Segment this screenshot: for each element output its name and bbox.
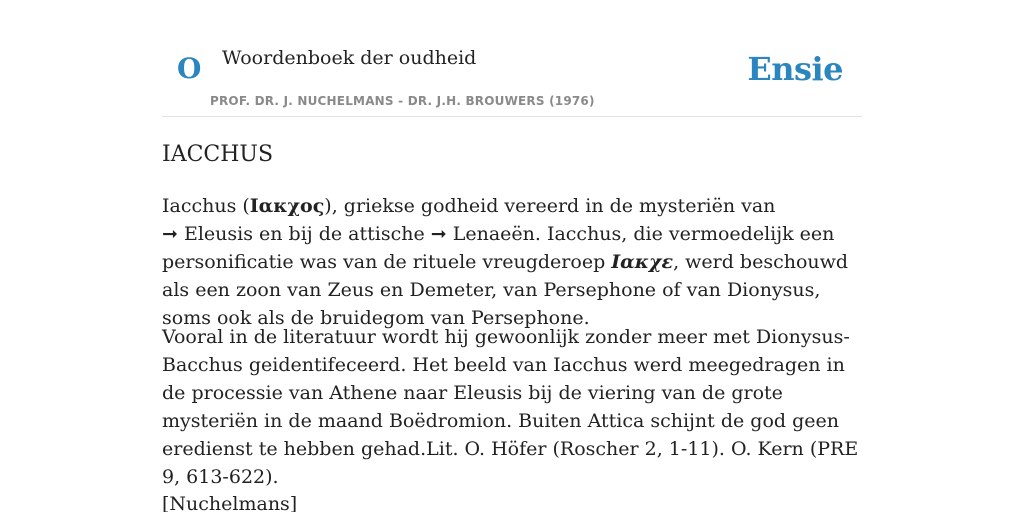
link-eleusis[interactable]: Eleusis bbox=[183, 223, 253, 245]
author-signature: [Nuchelmans] bbox=[162, 493, 298, 512]
greek-term-iakchos: Ιακχος bbox=[249, 195, 325, 217]
p1-text-5: , werd beschouwd als een zoon van Zeus en Demeter, van Persephone of van Dionysus, soms ook als de bruidegom van Persephone. bbox=[162, 251, 849, 329]
p1-text-2: ), griekse godheid vereerd in de mysteriën van bbox=[324, 195, 776, 217]
book-authors: PROF. DR. J. NUCHELMANS - DR. J.H. BROUWERS (1976) bbox=[210, 94, 595, 108]
entry-title: IACCHUS bbox=[162, 142, 274, 167]
p1-text-1: Iacchus ( bbox=[162, 195, 250, 217]
book-title-link[interactable]: Woordenboek der oudheid bbox=[222, 47, 477, 69]
link-lenaeen[interactable]: Lenaeën bbox=[452, 223, 535, 245]
book-header bbox=[162, 0, 862, 117]
arrow-right-icon: ➞ bbox=[162, 223, 178, 245]
p1-text-3: en bij de attische bbox=[252, 223, 431, 245]
entry-paragraph-2: Vooral in de literatuur wordt hij gewoonlijk zonder meer met Dionysus-Bacchus geidentifeceerd. Het beeld van Iacchus werd meegedragen in de processie van Athene naar Eleusis bij de viering van de grote mysteriën in de maand Boëdromion. Buiten Attica schijnt de god geen eredienst te hebben gehad.Lit. O. Höfer (Roscher 2, 1-11). O. Kern (PRE 9, 613-622). bbox=[162, 326, 859, 488]
book-letter-icon[interactable]: O bbox=[177, 52, 202, 85]
ensie-logo[interactable]: Ensie bbox=[747, 50, 843, 88]
greek-term-iakche: Ιακχε bbox=[611, 251, 674, 273]
page-container bbox=[162, 0, 862, 512]
entry-paragraph-1 bbox=[162, 192, 864, 332]
arrow-right-icon: ➞ bbox=[430, 223, 447, 245]
p1-text-4: . Iacchus, die vermoedelijk een personificatie was van de rituele vreugderoep bbox=[162, 223, 835, 273]
